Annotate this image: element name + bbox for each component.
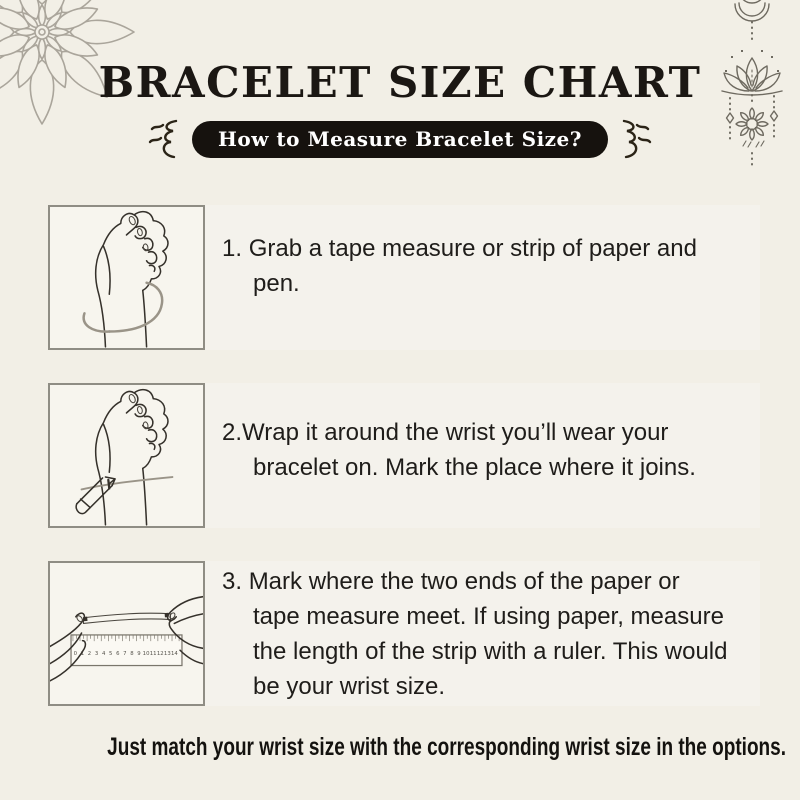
step3-illustration-frame <box>48 561 205 706</box>
step-row-2 <box>48 383 760 528</box>
subtitle-pill: How to Measure Bracelet Size? <box>192 121 608 158</box>
step-number: 3. <box>222 568 249 595</box>
fist-tape-measure-icon <box>50 207 203 348</box>
squiggle-flourish-left-icon <box>146 116 180 162</box>
svg-text:13: 13 <box>163 651 171 658</box>
step-line: 3. Mark where the two ends of the paper or <box>222 568 680 595</box>
svg-text:9: 9 <box>137 651 141 658</box>
step-number: 1. <box>222 235 249 262</box>
step2-text <box>222 383 696 528</box>
footer-note <box>0 733 800 762</box>
svg-text:10: 10 <box>142 651 150 658</box>
svg-text:11: 11 <box>149 651 157 658</box>
step-line: pen. <box>253 270 300 297</box>
step-row-3 <box>48 561 760 706</box>
svg-text:8: 8 <box>130 651 134 658</box>
fist-pen-marking-icon <box>50 385 203 526</box>
svg-text:2: 2 <box>87 651 92 658</box>
step-line: bracelet on. Mark the place where it joins. <box>253 454 696 481</box>
step3-text <box>222 561 727 706</box>
step-line: the length of the strip with a ruler. This would <box>253 638 728 665</box>
page-title: BRACELET SIZE CHART <box>98 58 702 107</box>
squiggle-flourish-right-icon <box>620 116 654 162</box>
step2-illustration-frame <box>48 383 205 528</box>
svg-text:1: 1 <box>80 651 85 658</box>
step-line: tape measure meet. If using paper, measure <box>253 603 724 630</box>
footer-note-text: Just match your wrist size with the corresponding wrist size in the options. <box>107 733 787 761</box>
subtitle-row <box>0 116 800 162</box>
svg-text:0: 0 <box>73 651 78 658</box>
svg-text:6: 6 <box>116 651 120 658</box>
step1-text <box>222 205 697 350</box>
step-line: 2.Wrap it around the wrist you’ll wear your <box>222 419 669 446</box>
step1-illustration-frame <box>48 205 205 350</box>
hands-strip-ruler-icon <box>50 563 203 704</box>
svg-text:3: 3 <box>94 651 99 658</box>
step-line: 1. Grab a tape measure or strip of paper and <box>222 235 697 262</box>
svg-text:7: 7 <box>123 651 127 658</box>
svg-text:12: 12 <box>156 651 164 658</box>
svg-text:5: 5 <box>109 651 113 658</box>
step-line: be your wrist size. <box>253 673 446 700</box>
step-number: 2. <box>222 419 243 446</box>
step-row-1 <box>48 205 760 350</box>
svg-text:14: 14 <box>171 651 178 658</box>
svg-text:4: 4 <box>101 651 106 658</box>
